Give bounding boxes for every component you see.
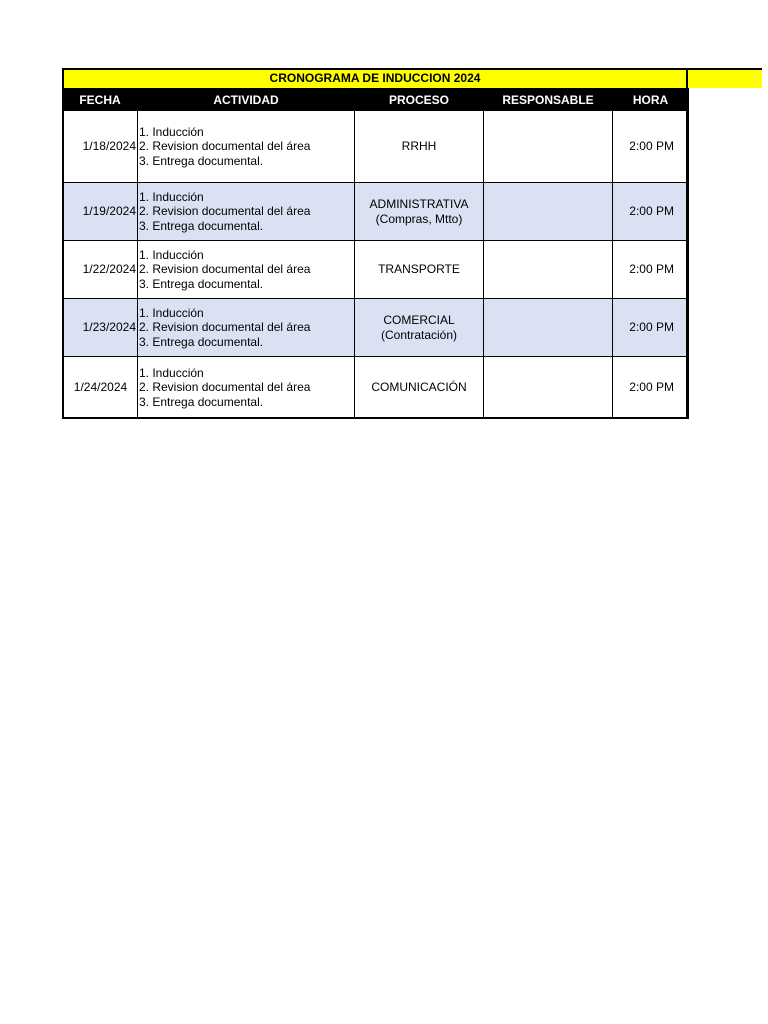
cell-responsable[interactable]: [484, 299, 613, 357]
cell-fecha[interactable]: 1/18/2024: [63, 111, 138, 183]
cell-proceso[interactable]: [355, 299, 484, 357]
actividad-line: 3. Entrega documental.: [139, 334, 264, 349]
actividad-line: 3. Entrega documental.: [139, 276, 264, 291]
cell-hora[interactable]: 2:00 PM: [613, 241, 689, 299]
header-proceso[interactable]: PROCESO: [355, 89, 484, 111]
cell-fecha[interactable]: 1/19/2024: [63, 183, 138, 241]
sheet-title[interactable]: CRONOGRAMA DE INDUCCION 2024: [62, 70, 688, 88]
actividad-line: 1. Inducción: [139, 365, 204, 380]
header-actividad[interactable]: ACTIVIDAD: [138, 89, 355, 111]
actividad-line: 1. Inducción: [139, 189, 204, 204]
actividad-line: 2. Revision documental del área: [139, 139, 311, 154]
cell-actividad[interactable]: [138, 241, 355, 299]
actividad-line: 2. Revision documental del área: [139, 380, 311, 395]
cell-actividad[interactable]: [138, 111, 355, 183]
cell-responsable[interactable]: [484, 111, 613, 183]
proceso-line: ADMINISTRATIVA: [369, 197, 469, 211]
actividad-line: 3. Entrega documental.: [139, 153, 264, 168]
cell-fecha[interactable]: 1/24/2024: [63, 357, 138, 419]
table-row: [63, 241, 689, 299]
actividad-line: 1. Inducción: [139, 305, 204, 320]
cell-hora[interactable]: 2:00 PM: [613, 183, 689, 241]
cell-proceso[interactable]: [355, 241, 484, 299]
proceso-line: (Compras, Mtto): [375, 211, 463, 226]
actividad-line: 3. Entrega documental.: [139, 394, 264, 409]
cell-responsable[interactable]: [484, 241, 613, 299]
cell-proceso[interactable]: [355, 357, 484, 419]
cell-fecha[interactable]: 1/22/2024: [63, 241, 138, 299]
table-row: [63, 111, 689, 183]
cell-fecha[interactable]: 1/23/2024: [63, 299, 138, 357]
actividad-line: 2. Revision documental del área: [139, 320, 311, 335]
table-row: [63, 357, 689, 419]
schedule-table: [62, 88, 689, 419]
cell-actividad[interactable]: [138, 183, 355, 241]
cell-responsable[interactable]: [484, 183, 613, 241]
header-fecha[interactable]: FECHA: [63, 89, 138, 111]
proceso-line: COMERCIAL: [383, 313, 455, 327]
cell-proceso[interactable]: [355, 111, 484, 183]
cell-hora[interactable]: 2:00 PM: [613, 111, 689, 183]
header-responsable[interactable]: RESPONSABLE: [484, 89, 613, 111]
actividad-line: 2. Revision documental del área: [139, 204, 311, 219]
actividad-line: 3. Entrega documental.: [139, 218, 264, 233]
actividad-line: 1. Inducción: [139, 124, 204, 139]
cell-actividad[interactable]: [138, 299, 355, 357]
table-row: [63, 299, 689, 357]
proceso-line: TRANSPORTE: [378, 262, 460, 277]
header-hora[interactable]: HORA: [613, 89, 689, 111]
cell-proceso[interactable]: [355, 183, 484, 241]
table-row: [63, 183, 689, 241]
header-row: [63, 89, 689, 111]
actividad-line: 1. Inducción: [139, 247, 204, 262]
cell-hora[interactable]: 2:00 PM: [613, 357, 689, 419]
cell-hora[interactable]: 2:00 PM: [613, 299, 689, 357]
actividad-line: 2. Revision documental del área: [139, 262, 311, 277]
proceso-line: COMUNICACIÓN: [371, 380, 467, 395]
proceso-line: RRHH: [401, 139, 437, 154]
cell-actividad[interactable]: [138, 357, 355, 419]
cell-responsable[interactable]: [484, 357, 613, 419]
proceso-line: (Contratación): [380, 327, 458, 342]
